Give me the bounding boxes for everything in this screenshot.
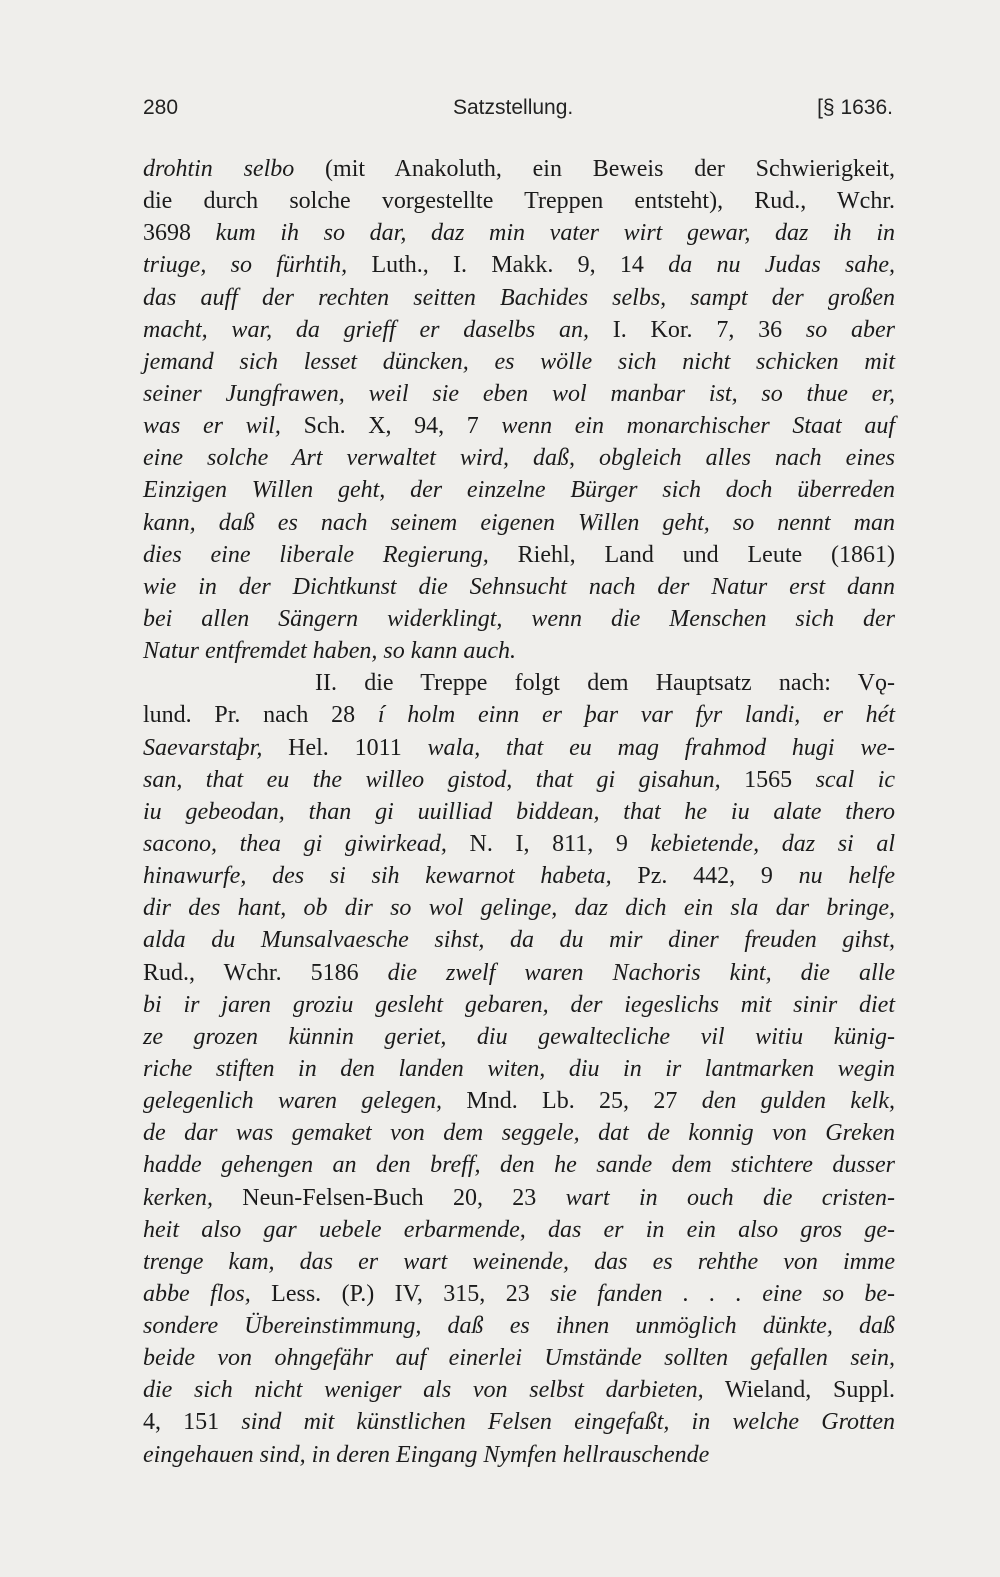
italic-quote-segment: kann, daß es nach seinem eigenen Willen geht, so nennt man <box>143 509 895 536</box>
italic-quote-segment: da nu Judas sahe, <box>668 252 896 279</box>
italic-quote-segment: kerken, <box>143 1184 213 1211</box>
italic-quote-segment: iu gebeodan, than gi uuilliad biddean, that he iu alate thero <box>143 798 895 825</box>
text-segment: 3698 <box>143 220 216 247</box>
text-line <box>143 474 895 506</box>
text-line <box>143 539 895 571</box>
text-segment: Wieland, Suppl. <box>703 1377 895 1404</box>
italic-quote-segment: hadde gehengen an den breff, den he sande dem stichtere dusser <box>143 1152 895 1179</box>
italic-quote-segment: scal ic <box>815 766 896 793</box>
italic-quote-segment: eingehauen sind, in deren Eingang Nymfen hellrauschende <box>143 1441 710 1468</box>
text-line <box>143 1149 895 1181</box>
text-segment: Neun-Felsen-Buch 20, 23 <box>212 1184 566 1211</box>
text-line <box>143 1021 895 1053</box>
text-line <box>143 796 895 828</box>
text-line <box>143 346 895 378</box>
italic-quote-segment: drohtin selbo <box>143 156 295 182</box>
italic-quote-segment: Saevarstaþr, <box>143 734 263 761</box>
page-header <box>143 96 893 130</box>
text-line <box>143 1117 895 1149</box>
text-line <box>143 185 895 217</box>
italic-quote-segment: sie fanden . . . eine so be- <box>550 1280 896 1307</box>
text-segment: 1565 <box>720 766 816 793</box>
section-reference: [§ 1636. <box>817 96 893 119</box>
italic-quote-segment: dies eine liberale Regierung, <box>143 541 489 568</box>
italic-quote-segment: macht, war, da grieff er daselbs an, <box>143 316 589 343</box>
text-line <box>143 378 895 410</box>
italic-quote-segment: beide von ohngefähr auf einerlei Umstände sollten gefallen sein, <box>143 1345 895 1372</box>
text-line <box>143 957 895 989</box>
text-line <box>143 1278 895 1310</box>
text-segment: II. die Treppe folgt dem Hauptsatz nach: Vǫ- <box>315 670 895 697</box>
text-line <box>143 732 895 764</box>
page-number: 280 <box>143 96 179 119</box>
text-line <box>143 1246 895 1278</box>
italic-quote-segment: de dar was gemaket von dem seggele, dat de konnig von Greken <box>143 1120 895 1147</box>
italic-quote-segment: kum ih so dar, daz min vater wirt gewar, daz ih in <box>215 220 895 247</box>
text-line <box>143 1439 895 1471</box>
italic-quote-segment: nu helfe <box>798 863 896 890</box>
italic-quote-segment: sind mit künstlichen Felsen eingefaßt, in welche Grotten <box>241 1409 896 1436</box>
text-line <box>143 249 895 281</box>
text-line <box>143 1342 895 1374</box>
text-segment: lund. Pr. nach 28 <box>143 702 378 729</box>
text-line <box>143 1310 895 1342</box>
text-segment: Riehl, Land und Leute (1861) <box>488 541 895 568</box>
italic-quote-segment: wart in ouch die cristen- <box>565 1184 895 1211</box>
text-line <box>143 635 895 667</box>
text-segment: (mit Anakoluth, ein Beweis der Schwierigkeit, <box>294 156 895 182</box>
italic-quote-segment: ze grozen künnin geriet, diu gewaltecliche vil witiu künig- <box>143 1023 895 1050</box>
text-segment: 4, 151 <box>143 1409 242 1436</box>
text-line <box>143 217 895 249</box>
text-line <box>143 282 895 314</box>
italic-quote-segment: kebietende, daz si al <box>650 830 895 857</box>
italic-quote-segment: sacono, thea gi giwirkead, <box>143 830 447 857</box>
text-line <box>143 314 895 346</box>
italic-quote-segment: die zwelf waren Nachoris kint, die alle <box>387 959 895 986</box>
italic-quote-segment: san, that eu the willeo gistod, that gi gisahun, <box>143 766 721 793</box>
italic-quote-segment: wenn ein monarchischer Staat auf <box>501 413 895 440</box>
italic-quote-segment: wala, that eu mag frahmod hugi we- <box>427 734 896 761</box>
text-line <box>143 410 895 442</box>
italic-quote-segment: Natur entfremdet haben, so kann auch. <box>143 638 517 665</box>
text-segment: Luth., I. Makk. 9, 14 <box>347 252 669 279</box>
italic-quote-segment: hinawurfe, des si sih kewarnot habeta, <box>143 863 612 890</box>
italic-quote-segment: bi ir jaren groziu gesleht gebaren, der iegeslichs mit sinir diet <box>143 991 895 1018</box>
italic-quote-segment: Einzigen Willen geht, der einzelne Bürger sich doch überreden <box>143 477 895 504</box>
text-segment: Mnd. Lb. 25, 27 <box>442 1088 702 1115</box>
text-line <box>143 892 895 924</box>
italic-quote-segment: sondere Übereinstimmung, daß es ihnen unmöglich dünkte, daß <box>143 1313 895 1340</box>
italic-quote-segment: bei allen Sängern widerklingt, wenn die Menschen sich der <box>143 605 895 632</box>
italic-quote-segment: dir des hant, ob dir so wol gelinge, daz dich ein sla dar bringe, <box>143 895 895 922</box>
text-segment: Sch. X, 94, 7 <box>280 413 502 440</box>
running-title: Satzstellung. <box>453 96 574 119</box>
text-line <box>143 1406 895 1438</box>
text-line <box>143 860 895 892</box>
text-line <box>143 924 895 956</box>
text-segment: Rud., Wchr. 5186 <box>143 959 388 986</box>
italic-quote-segment: wie in der Dichtkunst die Sehnsucht nach der Natur erst dann <box>143 573 895 600</box>
text-segment: Hel. 1011 <box>262 734 428 761</box>
text-line <box>143 507 895 539</box>
italic-quote-segment: heit also gar uebele erbarmende, das er in ein also gros ge- <box>143 1216 895 1243</box>
text-segment: I. Kor. 7, 36 <box>589 316 806 343</box>
italic-quote-segment: seiner Jungfrawen, weil sie eben wol manbar ist, so thue er, <box>143 380 895 407</box>
italic-quote-segment: die sich nicht weniger als von selbst darbieten, <box>143 1377 704 1404</box>
body-text <box>143 153 895 1471</box>
italic-quote-segment: jemand sich lesset düncken, es wölle sich nicht schicken mit <box>143 348 895 375</box>
text-line <box>143 153 895 185</box>
text-segment: Less. (P.) IV, 315, 23 <box>250 1280 551 1307</box>
text-line <box>143 699 895 731</box>
italic-quote-segment: gelegenlich waren gelegen, <box>143 1088 443 1115</box>
text-line <box>143 1374 895 1406</box>
text-line <box>143 1053 895 1085</box>
italic-quote-segment: das auff der rechten seitten Bachides selbs, sampt der großen <box>143 284 895 311</box>
text-line <box>143 989 895 1021</box>
italic-quote-segment: alda du Munsalvaesche sihst, da du mir diner freuden gihst, <box>143 927 895 954</box>
italic-quote-segment: so aber <box>805 316 895 343</box>
text-line <box>143 667 895 699</box>
italic-quote-segment: triuge, so fürhtih, <box>143 252 348 279</box>
text-segment: die durch solche vorgestellte Treppen entsteht), Rud., Wchr. <box>143 188 895 215</box>
text-line <box>143 828 895 860</box>
italic-quote-segment: í holm einn er þar var fyr landi, er hét <box>377 702 895 729</box>
text-line <box>143 571 895 603</box>
italic-quote-segment: was er wil, <box>143 413 281 440</box>
text-line <box>143 1182 895 1214</box>
text-segment: Pz. 442, 9 <box>611 863 799 890</box>
italic-quote-segment: den gulden kelk, <box>701 1088 895 1115</box>
text-line <box>143 1214 895 1246</box>
italic-quote-segment: trenge kam, das er wart weinende, das es rehthe von imme <box>143 1248 895 1275</box>
text-line <box>143 764 895 796</box>
text-segment: N. I, 811, 9 <box>446 830 651 857</box>
text-line <box>143 1085 895 1117</box>
text-line <box>143 442 895 474</box>
italic-quote-segment: riche stiften in den landen witen, diu in ir lantmarken wegin <box>143 1055 895 1082</box>
italic-quote-segment: abbe flos, <box>143 1280 251 1307</box>
text-line <box>143 603 895 635</box>
italic-quote-segment: eine solche Art verwaltet wird, daß, obgleich alles nach eines <box>143 445 895 472</box>
